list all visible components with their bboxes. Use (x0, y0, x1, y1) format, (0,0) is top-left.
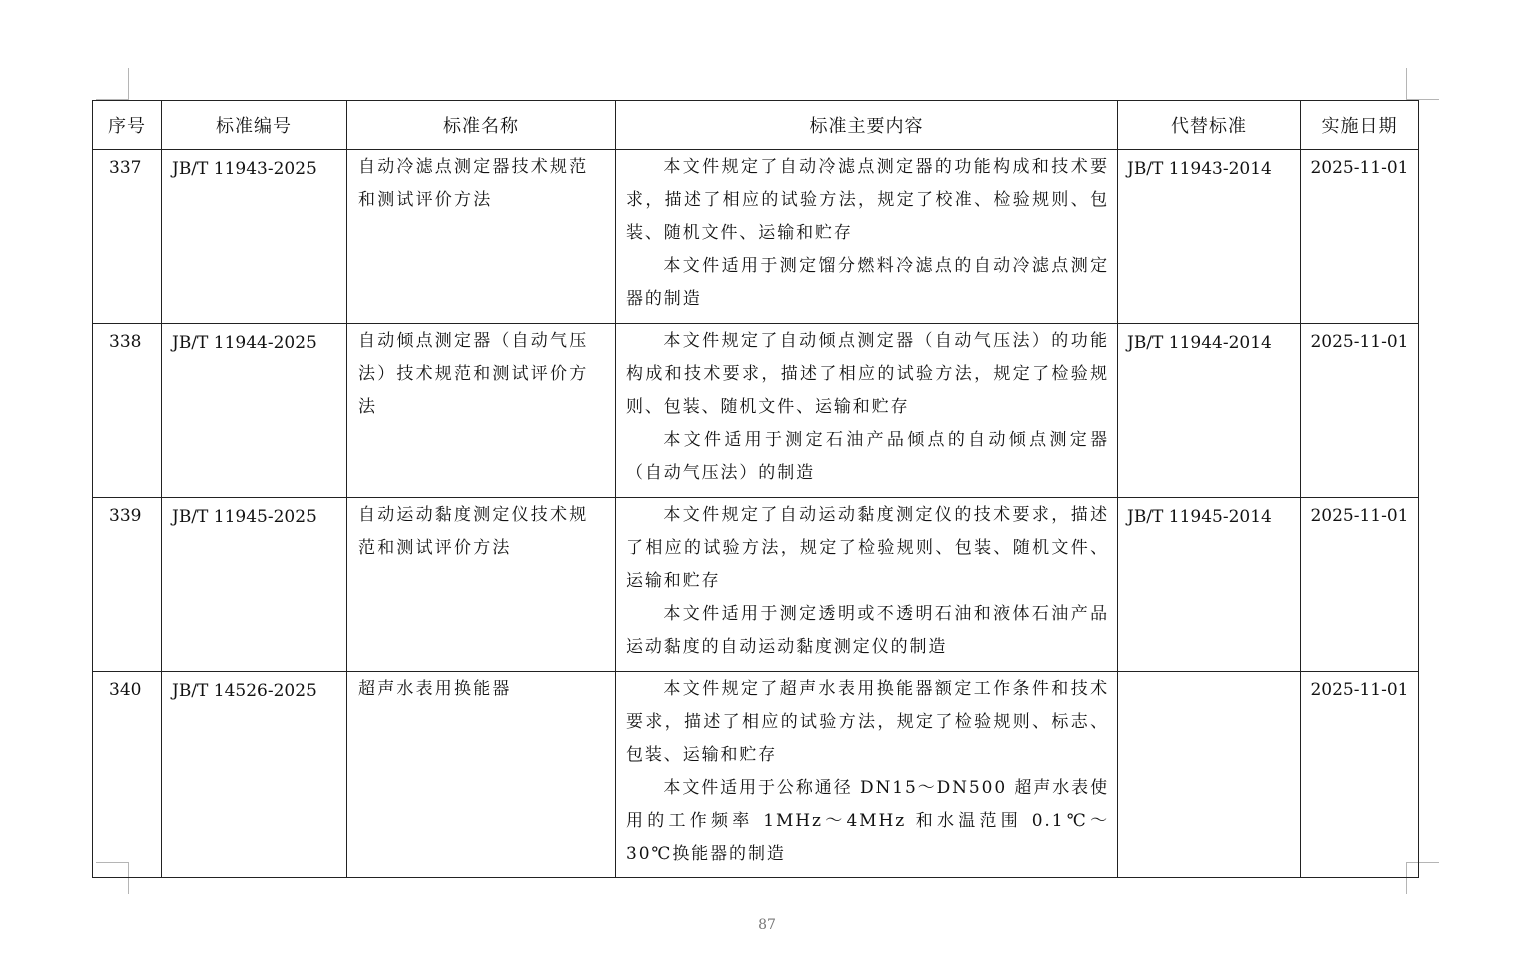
header-main-content: 标准主要内容 (616, 101, 1118, 150)
header-replaced-standard: 代替标准 (1118, 101, 1301, 150)
standard-name: 自动冷滤点测定器技术规范和测试评价方法 (347, 150, 616, 324)
standard-name: 自动运动黏度测定仪技术规范和测试评价方法 (347, 498, 616, 672)
implementation-date: 2025-11-01 (1301, 498, 1419, 672)
standard-code: JB/T 11943-2025 (162, 150, 347, 324)
content-paragraph: 本文件规定了自动冷滤点测定器的功能构成和技术要求，描述了相应的试验方法，规定了校准、检验规则、包装、随机文件、运输和贮存 (626, 157, 1109, 243)
crop-mark-top-left (128, 68, 129, 100)
standard-name: 自动倾点测定器（自动气压法）技术规范和测试评价方法 (347, 324, 616, 498)
header-standard-code: 标准编号 (162, 101, 347, 150)
content-paragraph: 本文件规定了自动倾点测定器（自动气压法）的功能构成和技术要求，描述了相应的试验方法，规定了检验规则、包装、随机文件、运输和贮存 (626, 331, 1109, 417)
content-paragraph: 本文件适用于公称通径 DN15～DN500 超声水表使用的工作频率 1MHz～4MHz 和水温范围 0.1℃～30℃换能器的制造 (626, 778, 1109, 864)
replaced-standard: JB/T 11944-2014 (1118, 324, 1301, 498)
serial-number: 340 (93, 672, 162, 878)
content-paragraph: 本文件规定了超声水表用换能器额定工作条件和技术要求，描述了相应的试验方法，规定了检验规则、标志、包装、运输和贮存 (626, 679, 1109, 765)
main-content (616, 672, 1118, 878)
table-row (93, 150, 1419, 324)
implementation-date: 2025-11-01 (1301, 672, 1419, 878)
crop-mark-top-right (1406, 68, 1407, 100)
table-row (93, 672, 1419, 878)
replaced-standard: JB/T 11943-2014 (1118, 150, 1301, 324)
main-content (616, 498, 1118, 672)
main-content (616, 150, 1118, 324)
table-row (93, 498, 1419, 672)
replaced-standard (1118, 672, 1301, 878)
serial-number: 338 (93, 324, 162, 498)
header-serial-number: 序号 (93, 101, 162, 150)
table-header-row (93, 101, 1419, 150)
page-number: 87 (758, 917, 776, 933)
implementation-date: 2025-11-01 (1301, 324, 1419, 498)
serial-number: 337 (93, 150, 162, 324)
table-row (93, 324, 1419, 498)
header-implementation-date: 实施日期 (1301, 101, 1419, 150)
header-standard-name: 标准名称 (347, 101, 616, 150)
replaced-standard: JB/T 11945-2014 (1118, 498, 1301, 672)
standard-code: JB/T 11945-2025 (162, 498, 347, 672)
standard-name: 超声水表用换能器 (347, 672, 616, 878)
standards-table (92, 100, 1419, 878)
main-content (616, 324, 1118, 498)
content-paragraph: 本文件适用于测定馏分燃料冷滤点的自动冷滤点测定器的制造 (626, 256, 1109, 309)
standard-code: JB/T 14526-2025 (162, 672, 347, 878)
content-paragraph: 本文件规定了自动运动黏度测定仪的技术要求，描述了相应的试验方法，规定了检验规则、包装、随机文件、运输和贮存 (626, 505, 1109, 591)
serial-number: 339 (93, 498, 162, 672)
content-paragraph: 本文件适用于测定石油产品倾点的自动倾点测定器（自动气压法）的制造 (626, 430, 1109, 483)
content-paragraph: 本文件适用于测定透明或不透明石油和液体石油产品运动黏度的自动运动黏度测定仪的制造 (626, 604, 1109, 657)
standard-code: JB/T 11944-2025 (162, 324, 347, 498)
implementation-date: 2025-11-01 (1301, 150, 1419, 324)
